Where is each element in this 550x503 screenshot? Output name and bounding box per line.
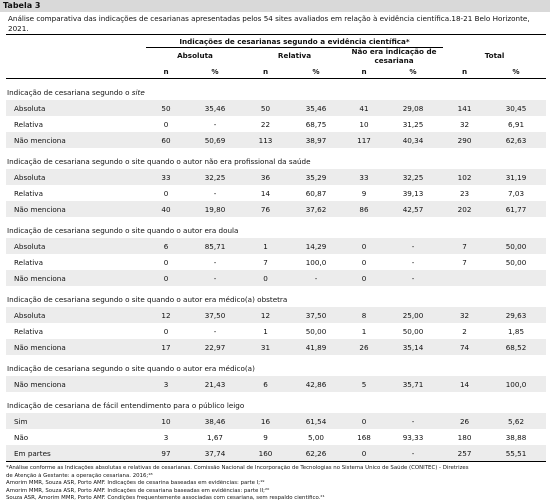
- row-label: Absoluta: [6, 307, 146, 323]
- row-label: Relativa: [14, 257, 43, 267]
- cell-pct: -: [411, 257, 415, 267]
- header-absoluta: Absoluta: [177, 51, 213, 61]
- cell-n: 7: [263, 257, 268, 267]
- cell-n: 9: [361, 188, 367, 198]
- cell-pct: 1,67: [206, 432, 223, 442]
- cell-pct: 50,69: [186, 132, 244, 148]
- cell-pct: -: [213, 257, 217, 267]
- cell-pct: 31,25: [402, 119, 424, 129]
- section-title: [6, 392, 546, 413]
- cell-pct: 62,26: [287, 445, 345, 462]
- cell-n: 32: [459, 119, 470, 129]
- header-pct: %: [186, 65, 244, 79]
- cell-n: 60: [146, 132, 186, 148]
- cell-n: 160: [244, 445, 287, 462]
- cell-pct: -: [383, 445, 443, 462]
- cell-pct: 50,00: [402, 326, 424, 336]
- row-label: Não: [14, 432, 29, 442]
- cell-n: 1: [361, 326, 367, 336]
- cell-pct: 37,50: [287, 307, 345, 323]
- cell-pct: 85,71: [186, 238, 244, 254]
- cell-n: 33: [146, 169, 186, 185]
- cell-pct: 21,43: [186, 376, 244, 392]
- cell-pct: 37,74: [186, 445, 244, 462]
- section-header: [6, 392, 546, 413]
- cell-n: 1: [244, 238, 287, 254]
- row-label: Sim: [6, 413, 146, 429]
- section-title-text: Indicação de cesariana de fácil entendimento para o público leigo: [7, 401, 245, 410]
- cell-pct: 5,62: [486, 413, 546, 429]
- cell-n: 32: [443, 307, 486, 323]
- cell-n: 0: [345, 238, 383, 254]
- section-header: [6, 148, 546, 169]
- cell-n: 86: [345, 201, 383, 217]
- cell-pct: 40,34: [383, 132, 443, 148]
- row-label: Em partes: [6, 445, 146, 462]
- row-label: Relativa: [14, 188, 43, 198]
- cell-n: 168: [357, 432, 371, 442]
- table-row: [6, 238, 546, 254]
- table-label: Tabela 3: [0, 0, 550, 12]
- cell-pct: 50,00: [505, 257, 527, 267]
- header-pct: %: [486, 65, 546, 79]
- table-row: [6, 413, 546, 429]
- cell-pct: 35,14: [383, 339, 443, 355]
- cell-n: 14: [260, 188, 271, 198]
- cell-n: 41: [345, 100, 383, 116]
- row-label: Absoluta: [6, 100, 146, 116]
- row-label: Absoluta: [6, 169, 146, 185]
- cell-n: 22: [260, 119, 271, 129]
- cell-pct: -: [213, 326, 217, 336]
- cell-n: 36: [244, 169, 287, 185]
- cell-pct: 61,54: [287, 413, 345, 429]
- header-total: Total: [484, 51, 505, 60]
- cell-n: 0: [345, 270, 383, 286]
- cell-n: 9: [263, 432, 268, 442]
- cell-pct: 29,63: [486, 307, 546, 323]
- cell-pct: -: [383, 270, 443, 286]
- cell-pct: -: [213, 188, 217, 198]
- section-title: [6, 79, 546, 101]
- cell-pct: -: [287, 270, 345, 286]
- cell-n: 40: [146, 201, 186, 217]
- cell-pct: 35,46: [287, 100, 345, 116]
- cell-n: 26: [345, 339, 383, 355]
- cell-pct: 6,91: [508, 119, 525, 129]
- cell-n: 0: [163, 326, 169, 336]
- cell-n: 0: [361, 257, 367, 267]
- cell-pct: -: [186, 270, 244, 286]
- section-header: [6, 355, 546, 376]
- header-pct: %: [287, 65, 345, 79]
- cell-n: 14: [443, 376, 486, 392]
- cell-n: 117: [345, 132, 383, 148]
- cell-pct: 60,87: [305, 188, 327, 198]
- cell-n: 7: [443, 238, 486, 254]
- section-title-text: Indicação de cesariana segundo o: [7, 88, 132, 97]
- cell-pct: 62,63: [486, 132, 546, 148]
- cell-n: 97: [146, 445, 186, 462]
- cell-n: 8: [345, 307, 383, 323]
- row-label: Não menciona: [6, 270, 146, 286]
- row-label: Relativa: [14, 326, 43, 336]
- cell-n: 16: [244, 413, 287, 429]
- header-group: Indicações de cesarianas segundo a evidência científica*: [146, 35, 443, 48]
- table-row: [6, 376, 546, 392]
- cell-n: 33: [345, 169, 383, 185]
- table-body: [6, 79, 546, 462]
- cell-n: 290: [443, 132, 486, 148]
- cell-pct: 41,89: [287, 339, 345, 355]
- section-title: [6, 148, 546, 169]
- cell-n: 50: [244, 100, 287, 116]
- section-header: [6, 79, 546, 101]
- cell-pct: 37,62: [287, 201, 345, 217]
- cell-pct: 35,71: [383, 376, 443, 392]
- table-row: [6, 254, 546, 270]
- table-row: [6, 169, 546, 185]
- table-row: [6, 100, 546, 116]
- section-title-text: Indicação de cesariana segundo o site quando o autor era médico(a): [7, 364, 255, 373]
- cell-pct: 42,57: [383, 201, 443, 217]
- cell-pct: 19,80: [186, 201, 244, 217]
- section-title-text: Indicação de cesariana segundo o site quando o autor não era profissional da saúde: [7, 157, 311, 166]
- section-title-emphasis: site: [131, 88, 145, 97]
- cell-n: 17: [146, 339, 186, 355]
- cell-pct: 29,08: [383, 100, 443, 116]
- cell-n: 23: [459, 188, 470, 198]
- table-row: [6, 270, 546, 286]
- table-row: [6, 132, 546, 148]
- cell-pct: 50,00: [486, 238, 546, 254]
- cell-pct: 68,52: [486, 339, 546, 355]
- cell-pct: -: [383, 238, 443, 254]
- cell-n: 0: [345, 413, 383, 429]
- cell-pct: 30,45: [486, 100, 546, 116]
- header-n: n: [146, 65, 186, 79]
- cell-n: 5: [345, 376, 383, 392]
- cell-n: 74: [443, 339, 486, 355]
- cell-pct: 68,75: [305, 119, 327, 129]
- cell-pct: 100,0: [486, 376, 546, 392]
- cell-pct: 93,33: [402, 432, 424, 442]
- cell-pct: 42,86: [287, 376, 345, 392]
- cell-pct: 55,51: [486, 445, 546, 462]
- section-header: [6, 286, 546, 307]
- cell-n: 12: [244, 307, 287, 323]
- cell-n: 10: [359, 119, 369, 129]
- row-label: Não menciona: [6, 132, 146, 148]
- cell-n: 76: [244, 201, 287, 217]
- cell-n: 10: [146, 413, 186, 429]
- section-title-text: Indicação de cesariana segundo o site quando o autor era doula: [7, 226, 239, 235]
- row-label: Não menciona: [6, 201, 146, 217]
- footnote-line: Souza ASR, Amorim MMR, Porto AMF. Condições frequentemente associadas com cesariana, sem respaldo científico.²¹: [6, 495, 325, 502]
- cell-n: 102: [443, 169, 486, 185]
- cell-n: 0: [163, 188, 169, 198]
- cell-n: [443, 270, 486, 286]
- footnote-line: Amorim MMR, Souza ASR, Porto AMF. Indicações de cesariana baseadas em evidências: parte II;²⁰: [6, 487, 270, 494]
- table-row: [6, 445, 546, 462]
- footnote-line: de Atenção à Gestante: a operação cesariana. 2016;¹⁸: [6, 472, 153, 479]
- cell-n: 6: [244, 376, 287, 392]
- cell-n: 2: [462, 326, 467, 336]
- table-row: [6, 307, 546, 323]
- cell-n: 141: [443, 100, 486, 116]
- row-label: Relativa: [14, 119, 43, 129]
- table-row: [6, 185, 546, 201]
- footnote-line: *Análise conforme as Indicações absolutas e relativas de cesarianas. Comissão Nacional de Incorporação de Tecnologias no Sistema Único de Saúde (CONITEC) - Diretrizes: [6, 465, 469, 471]
- cell-n: 257: [443, 445, 486, 462]
- footnotes: [6, 465, 546, 503]
- cell-n: 7: [462, 257, 467, 267]
- header-n: n: [244, 65, 287, 79]
- table-row: [6, 339, 546, 355]
- cell-pct: 61,77: [486, 201, 546, 217]
- row-label: Não menciona: [6, 339, 146, 355]
- cell-pct: 22,97: [186, 339, 244, 355]
- header-n: n: [443, 65, 486, 79]
- cell-pct: 100,0: [305, 257, 327, 267]
- row-label: Não menciona: [6, 376, 146, 392]
- cell-pct: 35,46: [186, 100, 244, 116]
- cell-pct: 14,29: [287, 238, 345, 254]
- header-n: n: [345, 65, 383, 79]
- table-row: [6, 116, 546, 132]
- section-title-text: Indicação de cesariana segundo o site quando o autor era médico(a) obstetra: [7, 295, 288, 304]
- table-caption: Análise comparativa das indicações de cesarianas apresentadas pelos 54 sites avaliados em relação à evidência científica.18-21 Belo Horizonte, 2021.: [8, 14, 530, 33]
- header-pct: %: [383, 65, 443, 79]
- data-table: [6, 34, 546, 462]
- cell-pct: 1,85: [508, 326, 525, 336]
- cell-pct: 5,00: [307, 432, 324, 442]
- cell-pct: -: [213, 119, 217, 129]
- table-row: [6, 201, 546, 217]
- cell-n: 6: [146, 238, 186, 254]
- cell-n: 31: [244, 339, 287, 355]
- cell-pct: [486, 270, 546, 286]
- cell-n: 202: [443, 201, 486, 217]
- table-row: [6, 429, 546, 445]
- cell-pct: 37,50: [186, 307, 244, 323]
- cell-pct: 35,29: [287, 169, 345, 185]
- section-title: [6, 217, 546, 238]
- section-title: [6, 355, 546, 376]
- cell-n: 0: [163, 257, 169, 267]
- cell-pct: 7,03: [508, 188, 525, 198]
- cell-pct: 32,25: [383, 169, 443, 185]
- cell-n: 0: [163, 119, 169, 129]
- section-title: [6, 286, 546, 307]
- cell-pct: 50,00: [305, 326, 327, 336]
- header-nao-indicacao: Não era indicação de cesariana: [351, 47, 437, 65]
- cell-n: 26: [443, 413, 486, 429]
- cell-pct: 39,13: [402, 188, 424, 198]
- cell-pct: 38,46: [186, 413, 244, 429]
- cell-n: 0: [345, 445, 383, 462]
- table-row: [6, 323, 546, 339]
- cell-n: 0: [244, 270, 287, 286]
- cell-n: 3: [163, 432, 169, 442]
- row-label: Absoluta: [6, 238, 146, 254]
- cell-pct: -: [383, 413, 443, 429]
- cell-pct: 38,97: [287, 132, 345, 148]
- header-relativa: Relativa: [277, 51, 312, 61]
- cell-n: 3: [146, 376, 186, 392]
- section-header: [6, 217, 546, 238]
- footnote-line: Amorim MMR, Souza ASR, Porto AMF. Indicações de cesarina baseadas em evidências: parte I;¹⁹: [6, 480, 265, 487]
- cell-n: 12: [146, 307, 186, 323]
- cell-n: 1: [263, 326, 268, 336]
- cell-pct: 32,25: [186, 169, 244, 185]
- cell-pct: 31,19: [486, 169, 546, 185]
- cell-pct: 38,88: [505, 432, 527, 442]
- cell-n: 113: [244, 132, 287, 148]
- cell-pct: 25,00: [383, 307, 443, 323]
- cell-n: 180: [457, 432, 472, 442]
- cell-n: 50: [146, 100, 186, 116]
- cell-n: 0: [146, 270, 186, 286]
